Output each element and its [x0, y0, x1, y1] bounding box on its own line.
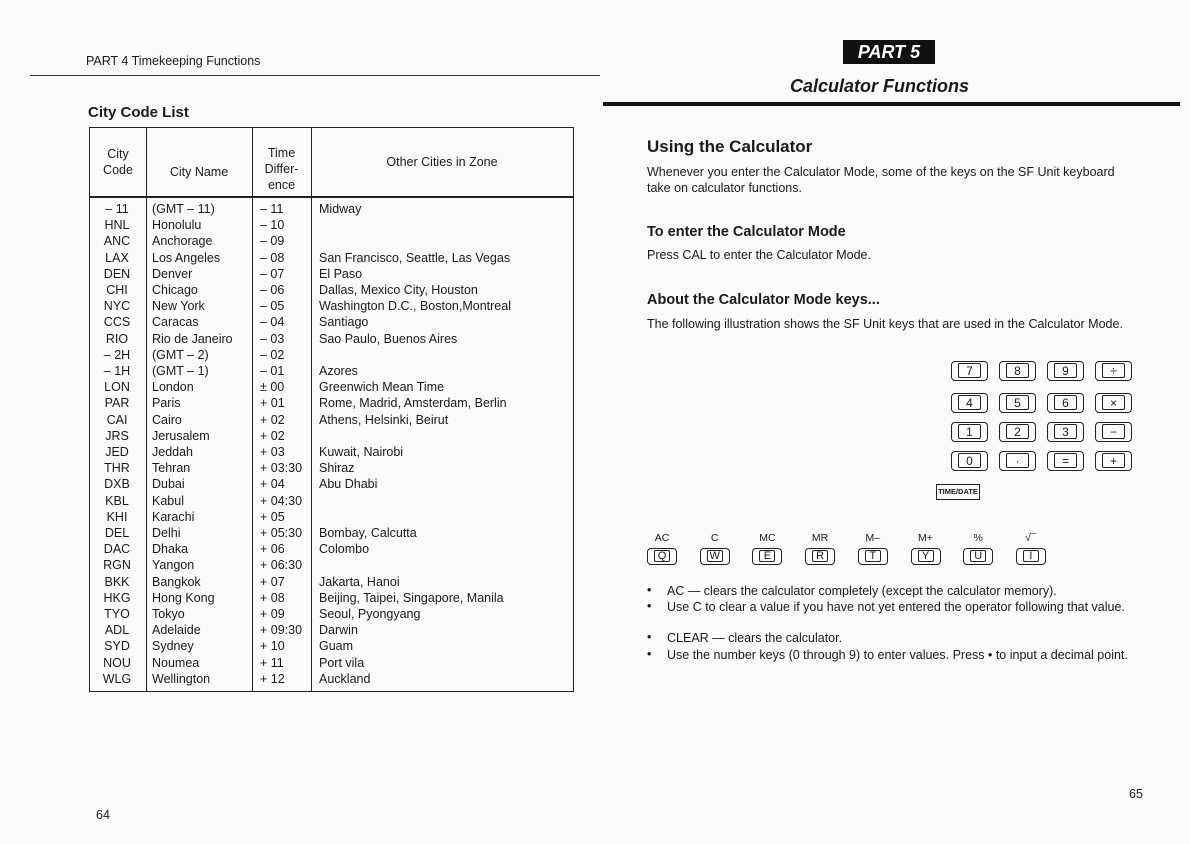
cell-other-cities: Seoul, Pyongyang: [319, 607, 421, 621]
table-divider: [146, 128, 147, 691]
function-key-label: C: [710, 532, 719, 544]
timedate-key: TIME/DATE: [936, 484, 980, 500]
function-key-label: M–: [865, 532, 881, 544]
bullet-text: Use C to clear a value if you have not yet entered the operator following that value.: [667, 600, 1125, 614]
cell-city-code: HNL: [104, 218, 130, 233]
cell-city-code: KBL: [105, 493, 129, 508]
cell-city-code: DXB: [104, 477, 130, 492]
bullet-marker: •: [647, 647, 652, 661]
cell-city-code: HKG: [103, 590, 131, 605]
cell-city-name: (GMT – 11): [152, 202, 215, 216]
cell-time-difference: + 09: [260, 607, 285, 621]
cell-other-cities: Kuwait, Nairobi: [319, 445, 404, 459]
cell-time-difference: – 06: [260, 283, 285, 297]
chapter-rule: [603, 102, 1180, 106]
cell-other-cities: Sao Paulo, Buenos Aires: [319, 331, 458, 346]
function-key: Q: [647, 548, 677, 565]
keypad-key: ×: [1095, 393, 1132, 413]
keypad-key: 8: [999, 361, 1036, 381]
cell-time-difference: – 09: [260, 234, 285, 249]
cell-other-cities: Abu Dhabi: [319, 477, 378, 492]
bullet-marker: •: [647, 599, 652, 613]
cell-time-difference: + 05: [260, 509, 285, 524]
cell-city-code: LAX: [105, 250, 129, 265]
cell-other-cities: Colombo: [319, 542, 370, 557]
function-key: T: [858, 548, 888, 565]
cell-city-name: Honolulu: [152, 218, 202, 233]
cell-other-cities: Guam: [319, 639, 354, 654]
cell-time-difference: + 03:30: [260, 461, 303, 476]
cell-time-difference: + 08: [260, 590, 285, 605]
keypad-key: ·: [999, 451, 1036, 471]
cell-time-difference: + 12: [260, 671, 285, 686]
cell-city-code: ADL: [104, 623, 130, 638]
bullet-text: Use the number keys (0 through 9) to enter values. Press • to input a decimal point.: [667, 648, 1128, 662]
cell-other-cities: Beijing, Taipei, Singapore, Manila: [319, 590, 504, 605]
keypad-key: 1: [951, 422, 988, 442]
cell-city-name: Yangon: [152, 558, 195, 573]
bullet-marker: •: [647, 630, 652, 644]
cell-city-name: (GMT – 2): [152, 347, 209, 362]
cell-time-difference: – 05: [260, 299, 285, 314]
cell-time-difference: + 05:30: [260, 526, 303, 540]
cell-city-code: DAC: [103, 542, 131, 557]
cell-city-code: TYO: [104, 607, 130, 621]
function-key-label: MC: [759, 532, 776, 544]
cell-city-name: Tokyo: [152, 607, 185, 621]
function-key-label: AC: [654, 532, 670, 544]
header-time-difference: Time Differ- ence: [264, 146, 299, 192]
function-key: R: [805, 548, 835, 565]
enter-mode-heading: To enter the Calculator Mode: [647, 224, 846, 240]
function-key-label: %: [973, 532, 983, 544]
cell-city-code: JED: [105, 445, 129, 459]
cell-city-name: Wellington: [152, 671, 211, 686]
cell-city-name: Delhi: [152, 526, 181, 540]
header-city-name: City Name: [169, 165, 229, 179]
function-key-label: M+: [918, 532, 933, 544]
cell-city-name: Jeddah: [152, 445, 194, 459]
header-city-code: City Code: [103, 147, 133, 177]
cell-other-cities: Rome, Madrid, Amsterdam, Berlin: [319, 396, 507, 411]
intro-text: Whenever you enter the Calculator Mode, some of the keys on the SF Unit keyboard take on calculator functions.: [647, 165, 1115, 195]
cell-city-name: Jerusalem: [152, 428, 210, 443]
cell-city-name: (GMT – 1): [152, 364, 209, 378]
cell-time-difference: – 02: [260, 347, 285, 362]
function-key: U: [963, 548, 993, 565]
cell-time-difference: + 09:30: [260, 623, 303, 638]
cell-time-difference: + 06: [260, 542, 285, 557]
cell-city-code: – 1H: [103, 364, 131, 378]
cell-city-code: RGN: [103, 558, 131, 573]
cell-city-code: NOU: [103, 655, 131, 670]
cell-city-name: Hong Kong: [152, 590, 215, 605]
bullet-marker: •: [647, 583, 652, 597]
cell-city-name: Kabul: [152, 493, 184, 508]
cell-city-name: Dubai: [152, 477, 185, 492]
keypad-key: 9: [1047, 361, 1084, 381]
cell-time-difference: – 10: [260, 218, 285, 233]
cell-city-code: CAI: [106, 412, 128, 427]
keypad-key: ÷: [1095, 361, 1132, 381]
cell-other-cities: Port vila: [319, 655, 365, 670]
cell-city-code: – 2H: [103, 347, 131, 362]
cell-other-cities: San Francisco, Seattle, Las Vegas: [319, 250, 511, 265]
keypad-key: 3: [1047, 422, 1084, 442]
cell-city-code: DEN: [103, 266, 131, 281]
header-rule: [30, 75, 600, 76]
cell-time-difference: – 03: [260, 331, 285, 346]
cell-city-name: New York: [152, 299, 205, 314]
cell-city-code: JRS: [105, 428, 129, 443]
city-code-list-title: City Code List: [88, 104, 189, 121]
keypad-key: +: [1095, 451, 1132, 471]
cell-city-code: KHI: [106, 509, 128, 524]
cell-other-cities: Auckland: [319, 671, 371, 686]
keypad-key: 0: [951, 451, 988, 471]
cell-city-name: Cairo: [152, 412, 182, 427]
cell-time-difference: + 02: [260, 428, 285, 443]
bullet-text: CLEAR — clears the calculator.: [667, 631, 843, 645]
cell-time-difference: + 03: [260, 445, 285, 459]
cell-other-cities: Jakarta, Hanoi: [319, 574, 400, 589]
cell-city-code: NYC: [103, 299, 131, 314]
about-keys-heading: About the Calculator Mode keys...: [647, 292, 880, 308]
cell-city-name: Tehran: [152, 461, 191, 476]
cell-city-name: Adelaide: [152, 623, 201, 638]
cell-time-difference: ± 00: [260, 380, 285, 395]
table-header-rule: [90, 196, 573, 198]
keypad-key: 2: [999, 422, 1036, 442]
page-number-right: 65: [1129, 787, 1143, 801]
cell-city-name: Anchorage: [152, 234, 213, 249]
cell-other-cities: Santiago: [319, 315, 369, 330]
cell-other-cities: Athens, Helsinki, Beirut: [319, 412, 449, 427]
cell-other-cities: Greenwich Mean Time: [319, 380, 445, 395]
bullet-text: AC — clears the calculator completely (except the calculator memory).: [667, 584, 1057, 598]
cell-time-difference: + 01: [260, 396, 285, 411]
chapter-title: Calculator Functions: [790, 76, 970, 96]
cell-city-code: THR: [104, 461, 130, 476]
cell-time-difference: + 06:30: [260, 558, 303, 573]
keypad-key: −: [1095, 422, 1132, 442]
cell-city-name: Denver: [152, 266, 193, 281]
cell-other-cities: El Paso: [319, 266, 363, 281]
cell-city-name: Rio de Janeiro: [152, 331, 233, 346]
cell-city-name: Dhaka: [152, 542, 189, 557]
cell-time-difference: – 08: [260, 250, 285, 265]
cell-city-code: PAR: [104, 396, 130, 411]
cell-other-cities: Midway: [319, 202, 362, 216]
cell-time-difference: – 01: [260, 364, 285, 378]
function-key: W: [700, 548, 730, 565]
function-key: I: [1016, 548, 1046, 565]
cell-city-code: SYD: [104, 639, 130, 654]
cell-city-name: Caracas: [152, 315, 199, 330]
section-title: Using the Calculator: [647, 137, 813, 156]
cell-city-code: LON: [104, 380, 130, 395]
cell-city-name: Los Angeles: [152, 250, 221, 265]
cell-city-code: DEL: [104, 526, 130, 540]
function-key: E: [752, 548, 782, 565]
keypad-key: 4: [951, 393, 988, 413]
cell-time-difference: – 04: [260, 315, 285, 330]
cell-city-name: Chicago: [152, 283, 198, 297]
function-key-label: MR: [811, 532, 829, 544]
cell-time-difference: + 10: [260, 639, 285, 654]
cell-time-difference: + 04:30: [260, 493, 303, 508]
part-badge: PART 5: [843, 40, 935, 64]
cell-time-difference: + 04: [260, 477, 285, 492]
keypad-key: =: [1047, 451, 1084, 471]
cell-city-code: ANC: [103, 234, 131, 249]
function-key: Y: [911, 548, 941, 565]
cell-city-code: WLG: [102, 671, 132, 686]
cell-city-name: Paris: [152, 396, 181, 411]
keypad-key: 6: [1047, 393, 1084, 413]
cell-city-name: Noumea: [152, 655, 200, 670]
function-key-label: √¯: [1025, 532, 1037, 544]
keypad-key: 7: [951, 361, 988, 381]
cell-time-difference: + 11: [260, 655, 284, 670]
cell-other-cities: Dallas, Mexico City, Houston: [319, 283, 478, 297]
about-keys-text: The following illustration shows the SF Unit keys that are used in the Calculator Mode.: [647, 317, 1123, 331]
cell-time-difference: – 07: [260, 266, 285, 281]
page-number-left: 64: [96, 808, 110, 822]
cell-city-name: London: [152, 380, 194, 395]
cell-city-code: RIO: [105, 331, 129, 346]
cell-city-code: BKK: [104, 574, 130, 589]
cell-other-cities: Azores: [319, 364, 358, 378]
cell-city-name: Bangkok: [152, 574, 201, 589]
cell-other-cities: Darwin: [319, 623, 358, 638]
enter-mode-text: Press CAL to enter the Calculator Mode.: [647, 248, 871, 262]
cell-city-name: Sydney: [152, 639, 194, 654]
cell-other-cities: Bombay, Calcutta: [319, 526, 417, 540]
cell-other-cities: Shiraz: [319, 461, 355, 476]
left-page-header: PART 4 Timekeeping Functions: [86, 54, 261, 68]
cell-time-difference: – 11: [260, 202, 284, 216]
cell-city-code: – 11: [105, 202, 129, 216]
cell-other-cities: Washington D.C., Boston,Montreal: [319, 299, 511, 314]
cell-city-code: CHI: [106, 283, 128, 297]
header-other-cities: Other Cities in Zone: [386, 155, 498, 169]
cell-time-difference: + 07: [260, 574, 285, 589]
keypad-key: 5: [999, 393, 1036, 413]
cell-city-code: CCS: [103, 315, 131, 330]
table-divider: [252, 128, 253, 691]
cell-city-name: Karachi: [152, 509, 195, 524]
city-code-table: [89, 127, 574, 692]
cell-time-difference: + 02: [260, 412, 285, 427]
